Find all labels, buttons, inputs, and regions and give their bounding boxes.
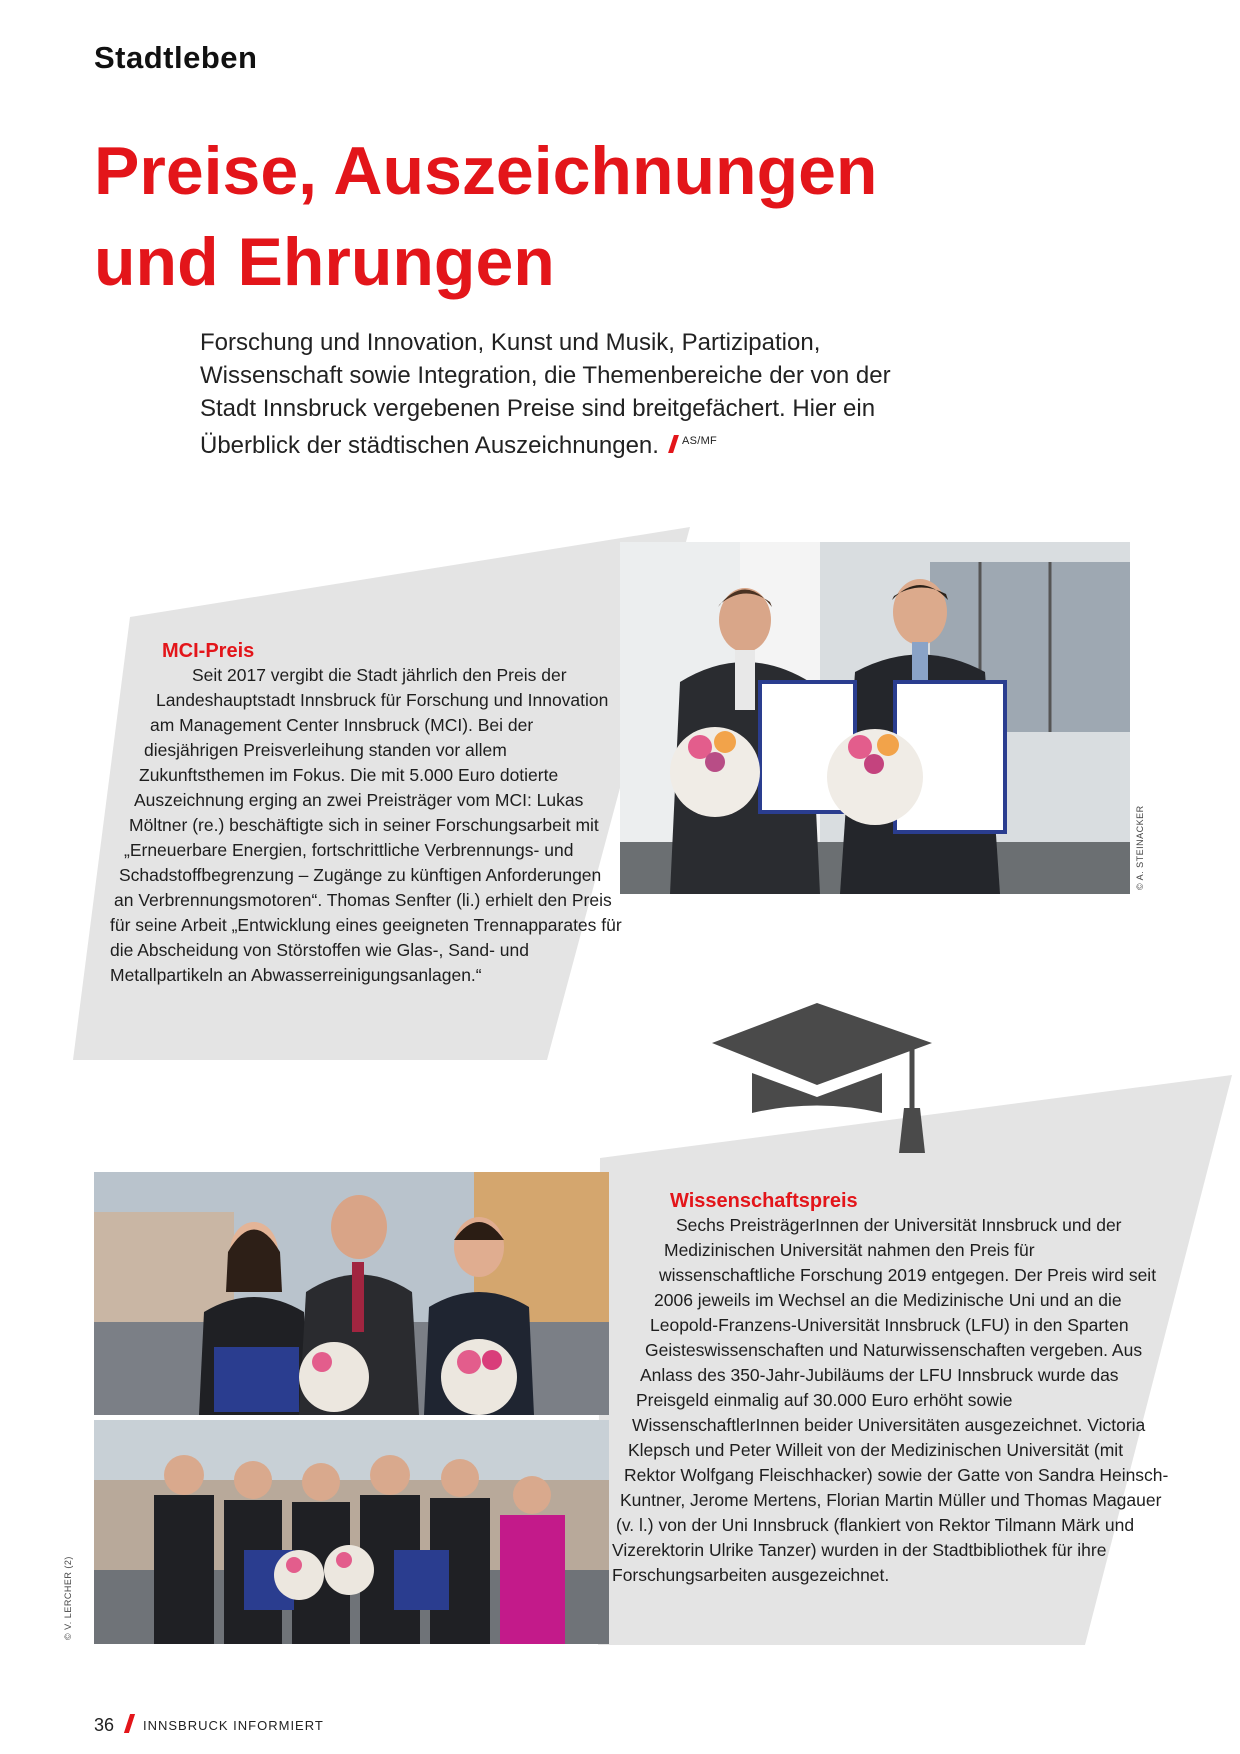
mci-body: Seit 2017 vergibt die Stadt jährlich den Preis der Landeshauptstadt Innsbruck für Forschung und Innovation am Management Center Innsbruck (MCI). Bei der diesjährigen Preisverleihung standen vor allem Zukunftsthemen im Fokus. Die mit 5.000 Euro dotierte Auszeichnung erging an zwei Preisträger vom MCI: Lukas Möltner (re.) beschäftigte sich in seiner Forschungsarbeit mit „Erneuerbare Energien, fortschrittliche Verbrennungs- und Schadstoffbegrenzung – Zugänge zu künftigen Anforderungen an Verbrennungsmotoren“. Thomas Senfter (li.) erhielt den Preis für seine Arbeit „Entwicklung eines geeigneten Trennapparates für die Abscheidung von Störstoffen wie Glas-, Sand- und Metallpartikeln an Abwasserreinigungsanlagen.“ (110, 665, 622, 985)
page-title-line-1: Preise, Auszeichnungen (94, 133, 878, 209)
wissenschaft-photo-credit: © V. LERCHER (2) (63, 1556, 73, 1640)
mci-photo-credit: © A. STEINACKER (1135, 805, 1145, 890)
wissenschaft-photo-top (94, 1172, 609, 1415)
magazine-name: INNSBRUCK INFORMIERT (143, 1718, 324, 1733)
graduation-cap-icon (712, 1003, 932, 1163)
mci-text-box (110, 640, 625, 1060)
wissenschaft-body: Sechs PreisträgerInnen der Universität Innsbruck und der Medizinischen Universität nahmen den Preis für wissenschaftliche Forschung 2019 entgegen. Der Preis wird seit 2006 jeweils im Wechsel an die Medizinische Uni und an die Leopold-Franzens-Universität Innsbruck (LFU) in den Sparten Geisteswissenschaften und Naturwissenschaften vergeben. Aus Anlass des 350-Jahr-Jubiläums der LFU Innsbruck wurde das Preisgeld einmalig auf 30.000 Euro erhöht sowie WissenschaftlerInnen beider Universitäten ausgezeichnet. Victoria Klepsch und Peter Willeit von der Medizinischen Universität (mit Rektor Wolfgang Fleischhacker) sowie der Gatte von Sandra Heinsch-Kuntner, Jerome Mertens, Florian Martin Müller und Thomas Magauer (v. l.) von der Uni Innsbruck (flankiert von Rektor Tilmann Märk und Vizerektorin Ulrike Tanzer) wurden in der Stadtbibliothek für ihre Forschungsarbeiten ausgezeichnet. (612, 1215, 1169, 1585)
wissenschaft-photo-bottom (94, 1420, 609, 1644)
intro-text: Forschung und Innovation, Kunst und Musik, Partizipation, Wissenschaft sowie Integration, die Themenbereiche der von der Stadt Innsbruck vergebenen Preise sind breitgefächert. Hier ein Überblick der städtischen Auszeichnungen. (200, 329, 891, 459)
author-credit: AS/MF (681, 435, 718, 447)
mci-title: MCI-Preis (162, 640, 255, 662)
page-number: 36 (94, 1715, 115, 1735)
wissenschaft-title: Wissenschaftspreis (670, 1190, 858, 1212)
section-label: Stadtleben (94, 40, 258, 75)
mci-award-photo (620, 542, 1130, 894)
page-title-line-2: und Ehrungen (94, 224, 555, 300)
wissenschaft-text-box (612, 1190, 1172, 1645)
